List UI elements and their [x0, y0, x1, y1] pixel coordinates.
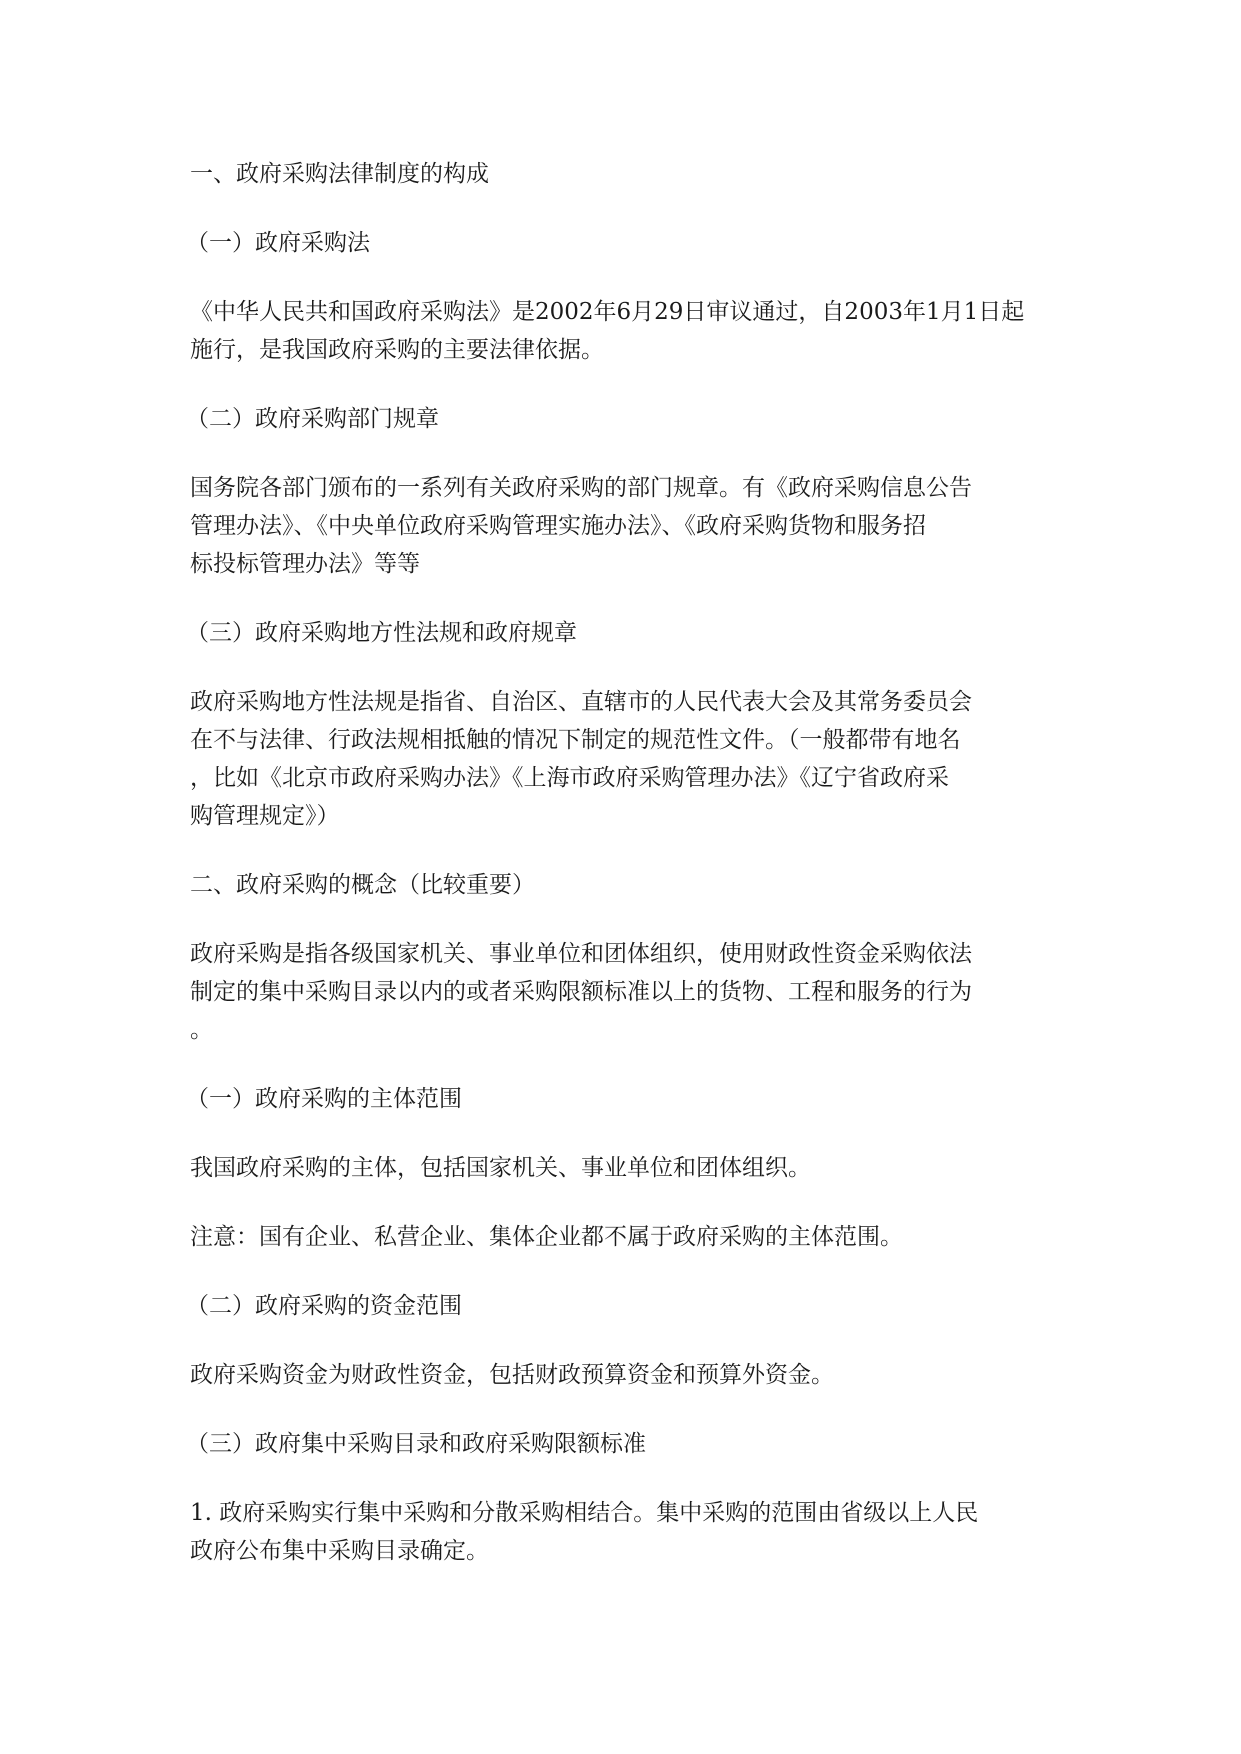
- text-line: （三）政府采购地方性法规和政府规章: [186, 620, 577, 646]
- text-line: 二、政府采购的概念（比较重要）: [190, 872, 535, 898]
- subsection-heading: [186, 1080, 1060, 1118]
- text-line: 政府公布集中采购目录确定。: [190, 1538, 489, 1564]
- text-line: 《中华人民共和国政府采购法》是2002年6月29日审议通过，自2003年1月1日起: [190, 299, 1025, 325]
- text-line: 我国政府采购的主体，包括国家机关、事业单位和团体组织。: [190, 1155, 811, 1181]
- text-line: 。: [190, 1017, 213, 1043]
- text-line: 政府采购是指各级国家机关、事业单位和团体组织，使用财政性资金采购依法: [190, 941, 972, 967]
- text-line: （二）政府采购部门规章: [186, 406, 439, 432]
- text-line: ，比如《北京市政府采购办法》《上海市政府采购管理办法》《辽宁省政府采: [190, 765, 949, 791]
- text-line: 一、政府采购法律制度的构成: [190, 161, 489, 187]
- text-line: （二）政府采购的资金范围: [186, 1293, 462, 1319]
- body-paragraph: [190, 469, 1060, 583]
- text-line: 国务院各部门颁布的一系列有关政府采购的部门规章。有《政府采购信息公告: [190, 475, 972, 501]
- text-line: 管理办法》、《中央单位政府采购管理实施办法》、《政府采购货物和服务招: [190, 513, 926, 539]
- subsection-heading: [186, 1287, 1060, 1325]
- text-line: 标投标管理办法》等等: [190, 551, 420, 577]
- body-paragraph: [190, 1494, 1060, 1570]
- subsection-heading: [186, 614, 1060, 652]
- document-body: [186, 155, 1060, 1601]
- text-line: 政府采购资金为财政性资金，包括财政预算资金和预算外资金。: [190, 1362, 834, 1388]
- text-line: （一）政府采购的主体范围: [186, 1086, 462, 1112]
- text-line: 制定的集中采购目录以内的或者采购限额标准以上的货物、工程和服务的行为: [190, 979, 972, 1005]
- text-line: 注意：国有企业、私营企业、集体企业都不属于政府采购的主体范围。: [190, 1224, 903, 1250]
- section-heading: [190, 155, 1060, 193]
- subsection-heading: [186, 400, 1060, 438]
- text-line: （三）政府集中采购目录和政府采购限额标准: [186, 1431, 646, 1457]
- section-heading: [190, 866, 1060, 904]
- text-line: 政府采购地方性法规是指省、自治区、直辖市的人民代表大会及其常务委员会: [190, 689, 972, 715]
- body-paragraph: [190, 293, 1060, 369]
- text-line: 施行，是我国政府采购的主要法律依据。: [190, 337, 604, 363]
- text-line: 1. 政府采购实行集中采购和分散采购相结合。集中采购的范围由省级以上人民: [190, 1500, 979, 1526]
- body-paragraph: [190, 1218, 1060, 1256]
- subsection-heading: [186, 224, 1060, 262]
- body-paragraph: [190, 683, 1060, 835]
- text-line: （一）政府采购法: [186, 230, 370, 256]
- body-paragraph: [190, 935, 1060, 1049]
- body-paragraph: [190, 1149, 1060, 1187]
- text-line: 在不与法律、行政法规相抵触的情况下制定的规范性文件。（一般都带有地名: [190, 727, 961, 753]
- body-paragraph: [190, 1356, 1060, 1394]
- subsection-heading: [186, 1425, 1060, 1463]
- text-line: 购管理规定》）: [190, 803, 340, 829]
